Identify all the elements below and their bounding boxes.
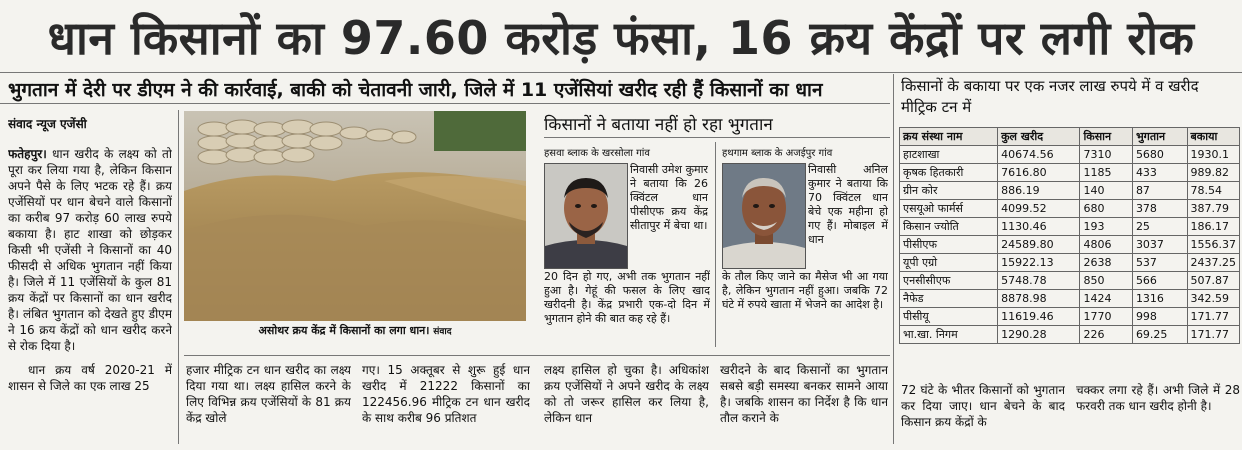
table-cell: 1316 [1132,290,1187,308]
headline: धान किसानों का 97.60 करोड़ फंसा, 16 क्रय केंद्रों पर लगी रोक [47,11,1195,65]
left-para-1-text: धान खरीद के लक्ष्य को तो पूरा कर लिया गया है, लेकिन किसान अपने पैसे के लिए भटक रहे हैं। क्रय एजेंसियों पर धान बेचने वाले किसानों का करीब 97 करोड़ 60 लाख रुपये बकाया है। हाट शाखा को छोड़कर किसी भी एजेंसी ने किसानों का 40 फीसदी से अधिक भुगतान नहीं किया है। जिले में 11 एजेंसियों के कुल 81 क्रय केंद्रों पर किसानों का धान खरीद है। लंबित भुगतान को देखते हुए डीएम ने 16 क्रय केंद्रों को धान खरीद करने से रोक दिया है। [8,147,172,353]
table-cell: किसान ज्योति [900,218,998,236]
table-cell: 537 [1132,254,1187,272]
table-cell: पीसीएफ [900,236,998,254]
subheadline: भुगतान में देरी पर डीएम ने की कार्रवाई, बाकी को चेतावनी जारी, जिले में 11 एजेंसियां खरीद रही हैं किसानों का धान [8,79,823,101]
table-cell: 1424 [1080,290,1132,308]
paddy-photo [184,111,526,321]
table-row [900,146,1240,164]
table-cell: 989.82 [1187,164,1240,182]
farmers-section-title: किसानों ने बताया नहीं हो रहा भुगतान [544,115,773,135]
headline-rule [0,72,1242,73]
table-cell: हाटशाखा [900,146,998,164]
bottom-col-2: गए। 15 अक्तूबर से शुरू हुई धान खरीद में 21222 किसानों का 122456.96 मीट्रिक टन धान खरीद के साथ करीब 96 प्रतिशत [362,363,530,425]
bottom-col-3: लक्ष्य हासिल हो चुका है। अधिकांश क्रय एजेंसियों ने अपने खरीद के लक्ष्य को तो जरूर हासिल कर लिया है, लेकिन धान [544,363,709,425]
table-cell: 2437.25 [1187,254,1240,272]
table-row [900,182,1240,200]
table-cell: 566 [1132,272,1187,290]
table-title: किसानों के बकाया पर एक नजर लाख रुपये में व खरीद मीट्रिक टन में [901,77,1199,116]
table-cell: 4099.52 [998,200,1080,218]
table-row [900,218,1240,236]
table-cell: नैफेड [900,290,998,308]
table-cell: 850 [1080,272,1132,290]
table-row [900,236,1240,254]
table-cell: 507.87 [1187,272,1240,290]
table-cell: 171.77 [1187,308,1240,326]
table-cell: 69.25 [1132,326,1187,344]
left-column [8,116,172,444]
table-cell: 1930.1 [1187,146,1240,164]
table-cell: 433 [1132,164,1187,182]
table-cell: एसयूओ फार्मर्स [900,200,998,218]
bottom-col-1: हजार मीट्रिक टन धान खरीद का लक्ष्य दिया गया था। लक्ष्य हासिल करने के लिए विभिन्न क्रय एजेंसियों के 81 क्रय केंद्र खोले [186,363,351,425]
left-para-1 [8,146,172,354]
farmer2-village: हथगाम ब्लाक के अजईपुर गांव [722,148,833,159]
table-cell: भा.खा. निगम [900,326,998,344]
table-cell: 140 [1080,182,1132,200]
table-cell: ग्रीन कोर [900,182,998,200]
table-cell: 193 [1080,218,1132,236]
table-cell: 7616.80 [998,164,1080,182]
photo-caption-text: असोथर क्रय केंद्र में किसानों का लगा धान। [258,324,430,337]
table-cell: 886.19 [998,182,1080,200]
table-cell: 4806 [1080,236,1132,254]
left-col-rule [178,110,179,444]
right-col-rule [893,74,894,444]
photo-caption [184,323,526,338]
table-cell: 40674.56 [998,146,1080,164]
table-cell: 171.77 [1187,326,1240,344]
table-cell: 378 [1132,200,1187,218]
right-bottom-col-2: चक्कर लगा रहे हैं। अभी जिले में 28 फरवरी तक धान खरीद होनी है। [1076,383,1240,413]
table-cell: यूपी एग्रो [900,254,998,272]
table-row [900,272,1240,290]
table-cell: 24589.80 [998,236,1080,254]
right-bottom-col-1: 72 घंटे के भीतर किसानों को भुगतान कर दिया जाए। धान बेचने के बाद किसान क्रय केंद्रों के [901,383,1065,429]
table-cell: 78.54 [1187,182,1240,200]
table-cell: 1290.28 [998,326,1080,344]
table-row [900,254,1240,272]
table-header-row [900,128,1240,146]
left-para-2: धान क्रय वर्ष 2020-21 में शासन से जिले का एक लाख 25 [8,363,172,393]
table-row [900,290,1240,308]
photo-credit: संवाद [433,327,452,337]
table-cell: 1770 [1080,308,1132,326]
farmer2-text-beside: निवासी अनिल कुमार ने बताया कि 70 क्विंटल धान बेचे एक महीना हो गए हैं। मोबाइल में धान [808,163,888,246]
table-row [900,164,1240,182]
table-cell: 226 [1080,326,1132,344]
farmers-col-rule [715,142,716,347]
table-cell: 2638 [1080,254,1132,272]
table-cell: 998 [1132,308,1187,326]
table-cell: 342.59 [1187,290,1240,308]
table-header: क्रय संस्था नाम [900,128,998,146]
table-row [900,326,1240,344]
table-cell: 1185 [1080,164,1132,182]
farmer1-village: हसवा ब्लाक के खरसोला गांव [544,148,650,159]
table-cell: एनसीसीएफ [900,272,998,290]
table-cell: 3037 [1132,236,1187,254]
farmer2-face-image [723,164,805,268]
table-header: किसान [1080,128,1132,146]
farmers-title-rule [544,137,890,138]
table-cell: 87 [1132,182,1187,200]
table-header: कुल खरीद [998,128,1080,146]
farmer2-text-below: के तौल किए जाने का मैसेज भी आ गया है, लेकिन भुगतान नहीं हुआ। जबकि 72 घंटे में रुपये खाता में भेजने का आदेश है। [722,270,888,311]
table-cell: 387.79 [1187,200,1240,218]
table-cell: 1130.46 [998,218,1080,236]
table-header: बकाया [1187,128,1240,146]
table-cell: पीसीयू [900,308,998,326]
table-row [900,200,1240,218]
table-cell: 5748.78 [998,272,1080,290]
bottom-col-4: खरीदने के बाद किसानों का भुगतान सबसे बड़ी समस्या बनकर सामने आया है। जबकि शासन का निर्देश है कि धान तौल कराने के [720,363,888,425]
table-cell: 186.17 [1187,218,1240,236]
dues-table [899,127,1240,344]
table-cell: 8878.98 [998,290,1080,308]
farmer1-portrait [544,163,628,269]
table-cell: 680 [1080,200,1132,218]
table-row [900,308,1240,326]
table-cell: 7310 [1080,146,1132,164]
paddy-heap-image [184,111,526,321]
table-cell: 15922.13 [998,254,1080,272]
dateline: फतेहपुर। [8,147,47,161]
subhead-rule [0,103,890,104]
bottom-rule [184,355,890,356]
farmer1-text-below: 20 दिन हो गए, अभी तक भुगतान नहीं हुआ है। गेहूं की फसल के लिए खाद खरीदनी है। केंद्र प्रभारी एक-दो दिन में भुगतान होने की बात कह रहे हैं। [544,270,710,325]
table-cell: 25 [1132,218,1187,236]
farmer1-face-image [545,164,627,268]
table-cell: 5680 [1132,146,1187,164]
table-header: भुगतान [1132,128,1187,146]
table-cell: 11619.46 [998,308,1080,326]
byline: संवाद न्यूज एजेंसी [8,117,87,131]
farmer2-portrait [722,163,806,269]
farmer1-text-beside: निवासी उमेश कुमार ने बताया कि 26 क्विंटल धान पीसीएफ क्रय केंद्र सीतापुर में बेचा था। [630,163,708,232]
table-cell: कृषक हितकारी [900,164,998,182]
table-cell: 1556.37 [1187,236,1240,254]
